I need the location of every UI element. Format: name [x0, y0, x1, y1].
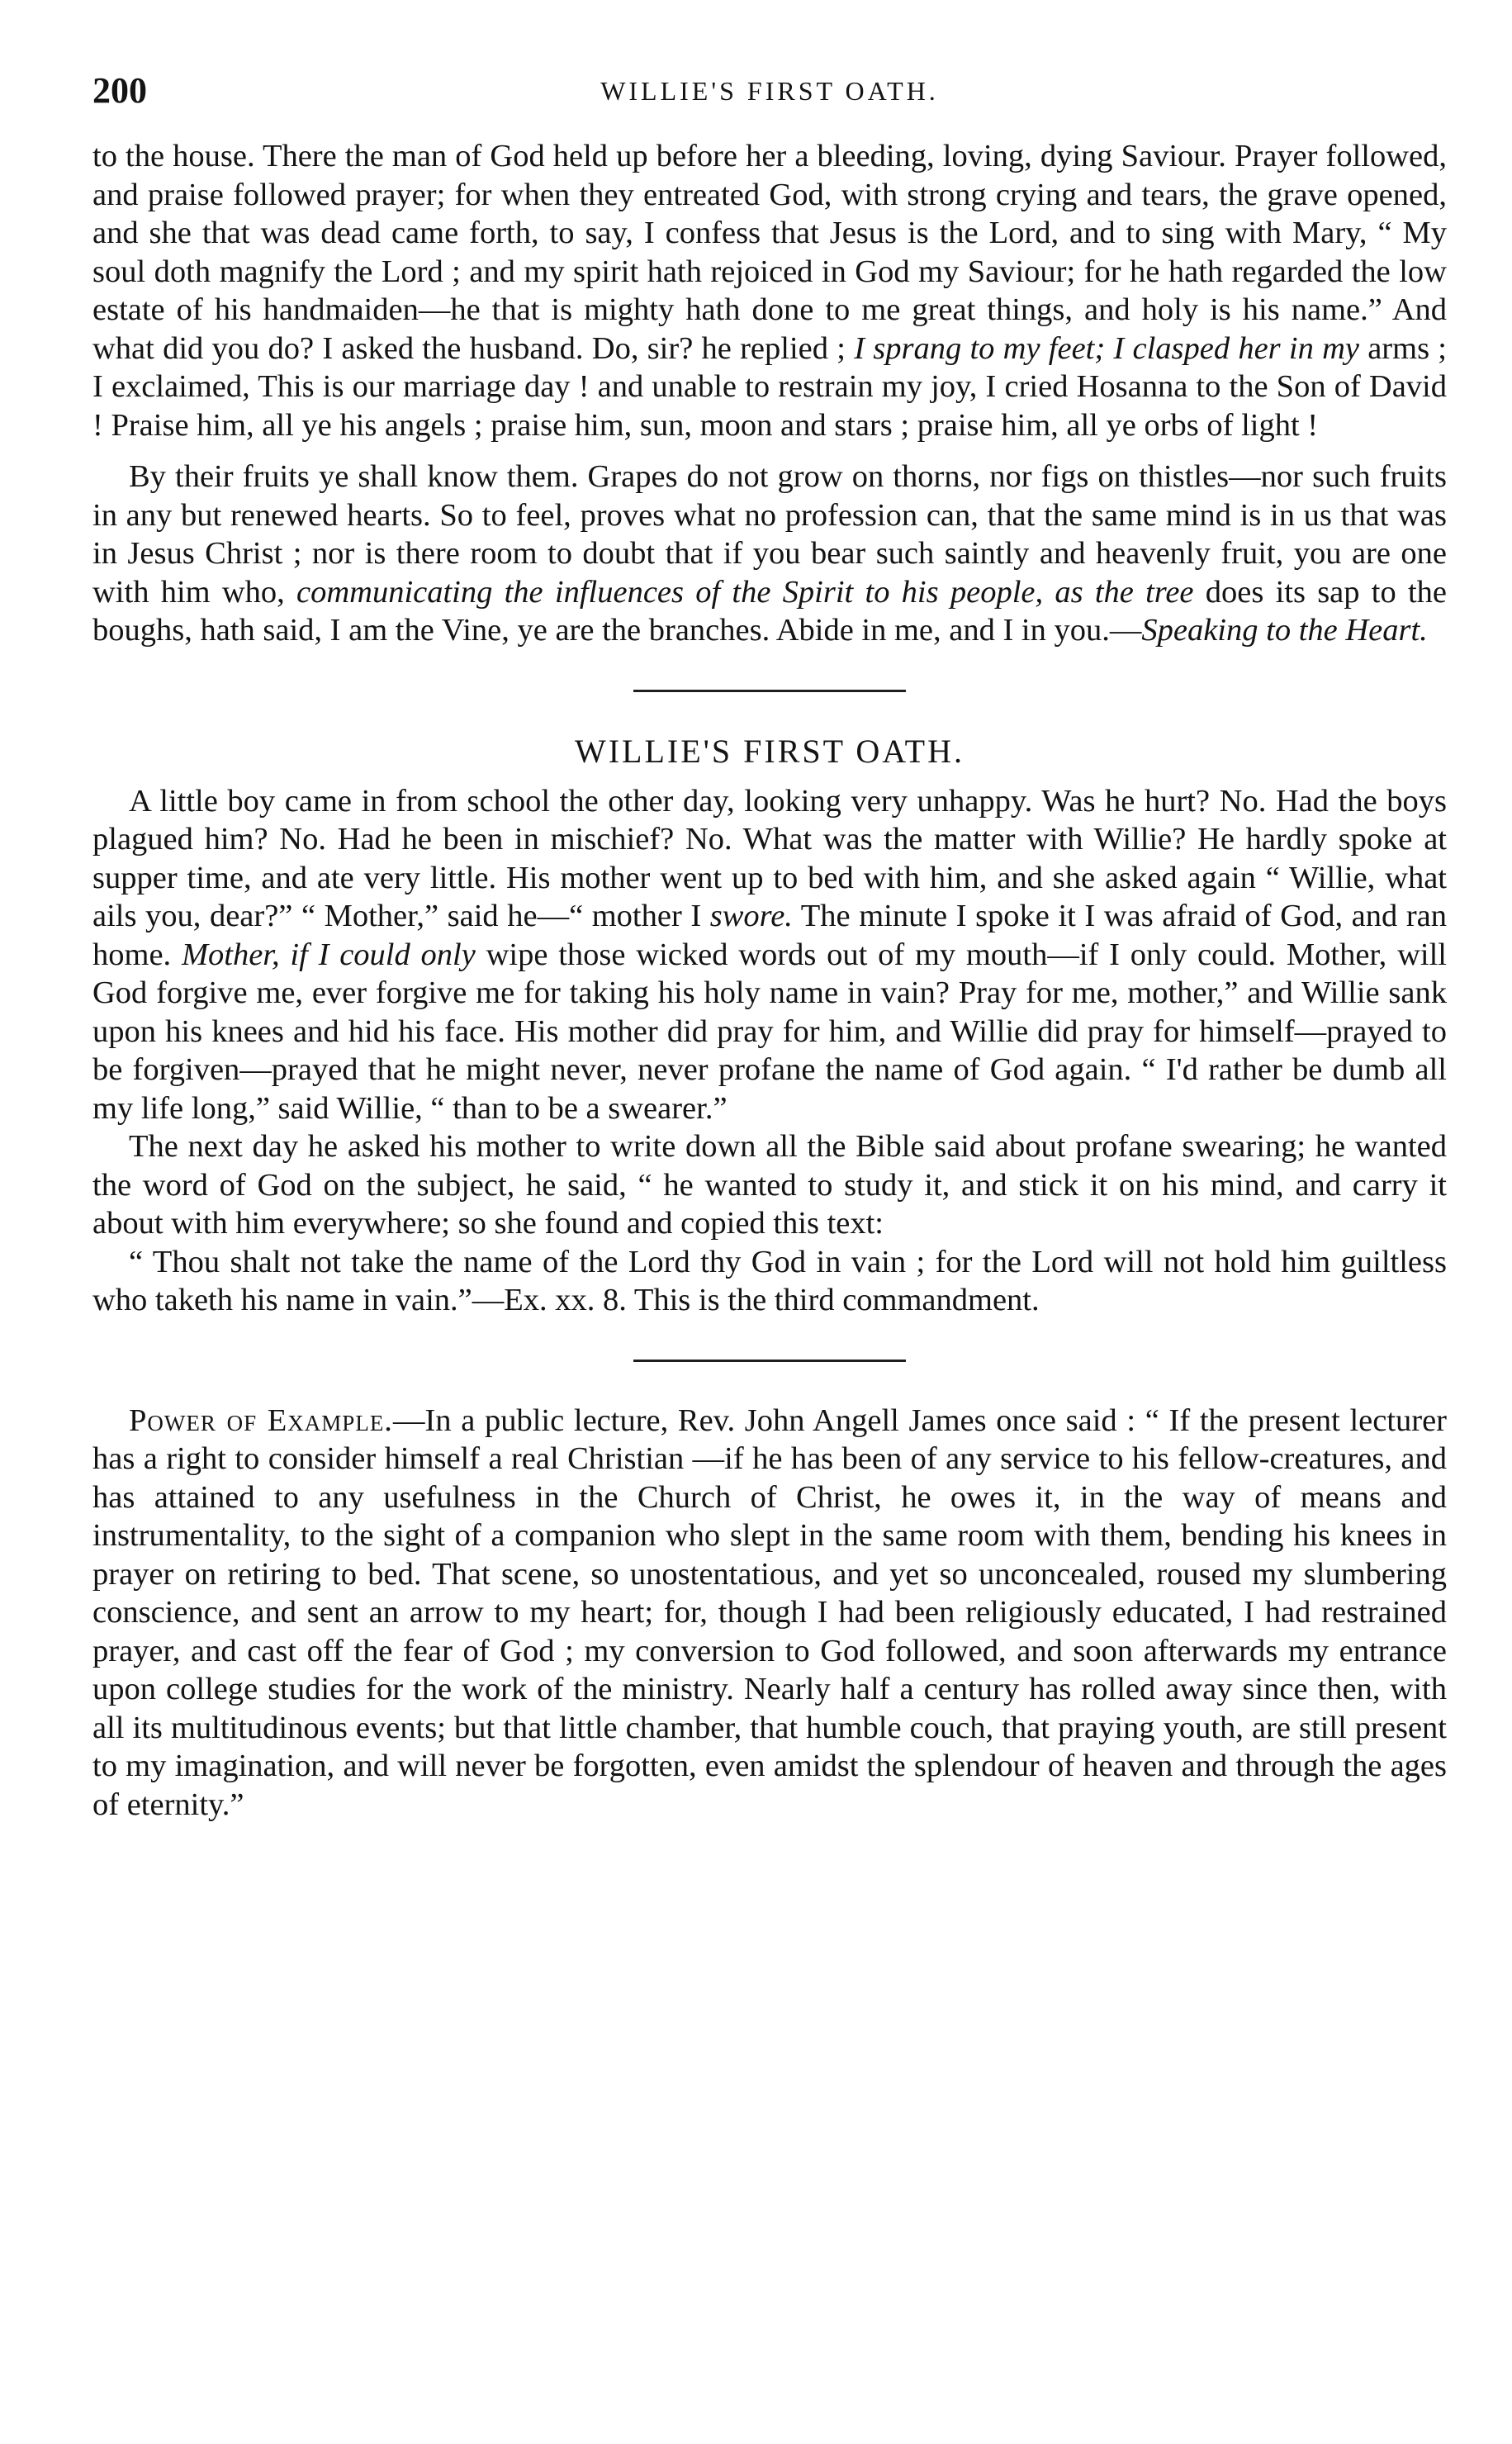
willie-paragraph-3: “ Thou shalt not take the name of the Lord thy God in vain ; for the Lord will not hold him guiltless who taketh his name in vain.”—Ex. xx. 8. This is the third commandment.: [92, 1244, 1447, 1317]
running-title: WILLIE'S FIRST OATH.: [600, 76, 939, 106]
continued-italic: I sprang to my feet; I clasped her in my: [854, 330, 1359, 366]
example-paragraph: [92, 1402, 1447, 1825]
fruits-paragraph: [92, 458, 1447, 650]
example-lead: Power of Example.: [129, 1402, 393, 1438]
continued-text-end: arms ; I exclaimed, This is our marriage day ! and unable to restrain my joy, I cried Hosanna to the Son of David ! Praise him, all ye his angels ; praise him, sun, moon and stars ; praise him, all ye orbs of light !: [92, 330, 1447, 443]
section-divider: [633, 690, 906, 692]
page-number: 200: [92, 70, 147, 111]
book-page: [92, 58, 1447, 1824]
fruits-text: By their fruits ye shall know them. Grapes do not grow on thorns, nor figs on thistles—nor such fruits in any but renewed hearts. So to feel, proves what no profession can, that the same mind is in us that was in Jesus Christ ; nor is there room to doubt that if you bear such saintly and heavenly fruit, you are one with him who,: [92, 459, 1447, 610]
fruits-text-end: does its sap to the boughs, hath said, I am the Vine, ye are the branches. Abide in me, and I in you.—: [92, 574, 1447, 648]
willie-italic-swore: swore.: [709, 899, 793, 933]
willie-text: A little boy came in from school the other day, looking very unhappy. Was he hurt? No. Had the boys plagued him? No. Had he been in mischief? No. What was the matter with Willie? He hardly spoke at supper time, and ate very little. His mother went up to bed with him, and she asked again “ Willie, what ails you, dear?” “ Mother,” said he—“ mother I: [92, 783, 1447, 933]
section-divider-2: [633, 1360, 906, 1362]
fruits-italic: communicating the influences of the Spirit to his people, as the tree: [296, 574, 1194, 610]
continued-text: to the house. There the man of God held up before her a bleeding, loving, dying Saviour. Prayer followed, and praise followed prayer; for when they entreated God, with strong crying and tears, the grave opened, and she that was dead came forth, to say, I confess that Jesus is the Lord, and to sing with Mary, “ My soul doth magnify the Lord ; and my spirit hath rejoiced in God my Saviour; for he hath regarded the low estate of his handmaiden—he that is mighty hath done to me great things, and holy is his name.” And what did you do? I asked the husband. Do, sir? he replied ;: [92, 139, 1447, 366]
continued-paragraph: [92, 137, 1447, 444]
willie-paragraph-1: [92, 782, 1447, 1128]
section-title: WILLIE'S FIRST OATH.: [574, 732, 965, 770]
willie-text-end: wipe those wicked words out of my mouth—if I only could. Mother, will God forgive me, ever forgive me for taking his holy name in vain? Pray for me, mother,” and Willie sank upon his knees and hid his face. His mother did pray for him, and Willie did pray for himself—prayed to be forgiven—prayed that he might never, never profane the name of God again. “ I'd rather be dumb all my life long,” said Willie, “ than to be a swearer.”: [92, 937, 1447, 1126]
example-text: —In a public lecture, Rev. John Angell James once said : “ If the present lecturer has a right to consider himself a real Christian —if he has been of any service to his fellow-creatures, and has attained to any usefulness in the Church of Christ, he owes it, in the way of means and instrumentality, to the sight of a companion who slept in the same room with them, bending his knees in prayer on retiring to bed. That scene, so unostentatious, and yet so unconcealed, roused my slumbering conscience, and sent an arrow to my heart; for, though I had been religiously educated, I had restrained prayer, and cast off the fear of God ; my conversion to God followed, and soon afterwards my entrance upon college studies for the work of the ministry. Nearly half a century has rolled away since then, with all its multitudinous events; but that little chamber, that humble couch, that praying youth, are still present to my imagination, and will never be forgotten, even amidst the splendour of heaven and through the ages of eternity.”: [92, 1402, 1447, 1822]
page-header: [92, 58, 1447, 124]
willie-text-mid: The minute I spoke it I was afraid of God, and ran home.: [92, 899, 1447, 972]
willie-paragraph-2: The next day he asked his mother to write down all the Bible said about profane swearing; he wanted the word of God on the subject, he said, “ he wanted to study it, and stick it on his mind, and carry it about with him everywhere; so she found and copied this text:: [92, 1129, 1447, 1241]
willie-italic-mother: Mother, if I could only: [181, 937, 476, 972]
source-citation: Speaking to the Heart.: [1141, 613, 1428, 648]
